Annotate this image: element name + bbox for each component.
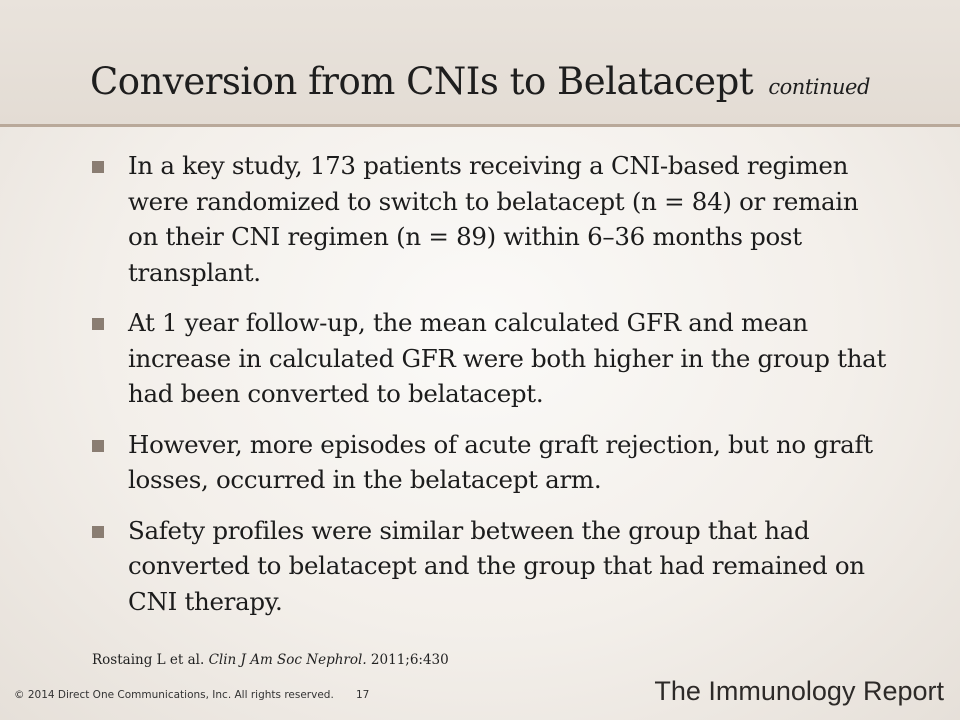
square-bullet-icon bbox=[92, 318, 104, 330]
bullet-text: However, more episodes of acute graft rejection, but no graft losses, occurred in the belatacept arm. bbox=[128, 429, 873, 494]
slide-title-main: Conversion from CNIs to Belatacept bbox=[90, 60, 754, 103]
citation bbox=[92, 652, 449, 668]
bullet-list bbox=[90, 148, 890, 634]
slide-title-suffix: continued bbox=[768, 75, 870, 99]
bullet-item bbox=[90, 148, 890, 290]
bullet-item bbox=[90, 427, 890, 498]
slide-title bbox=[90, 60, 870, 103]
bullet-text: At 1 year follow-up, the mean calculated GFR and mean increase in calculated GFR were both higher in the group that had been converted to belatacept. bbox=[128, 308, 887, 408]
title-divider bbox=[0, 124, 960, 127]
square-bullet-icon bbox=[92, 440, 104, 452]
copyright-notice: © 2014 Direct One Communications, Inc. All rights reserved. bbox=[14, 689, 334, 701]
square-bullet-icon bbox=[92, 161, 104, 173]
square-bullet-icon bbox=[92, 526, 104, 538]
citation-authors: Rostaing L et al. bbox=[92, 652, 205, 668]
bullet-item bbox=[90, 513, 890, 620]
citation-details: 2011;6:430 bbox=[370, 652, 449, 668]
page-number: 17 bbox=[356, 689, 370, 701]
bullet-text: In a key study, 173 patients receiving a CNI-based regimen were randomized to switch to belatacept (n = 84) or remain on their CNI regimen (n = 89) within 6–36 months post transplant. bbox=[128, 151, 859, 287]
bullet-text: Safety profiles were similar between the group that had converted to belatacept and the group that had remained on CNI therapy. bbox=[128, 515, 865, 616]
bullet-item bbox=[90, 305, 890, 412]
brand-logo-text: The Immunology Report bbox=[654, 676, 944, 706]
citation-journal: Clin J Am Soc Nephrol. bbox=[208, 652, 367, 668]
